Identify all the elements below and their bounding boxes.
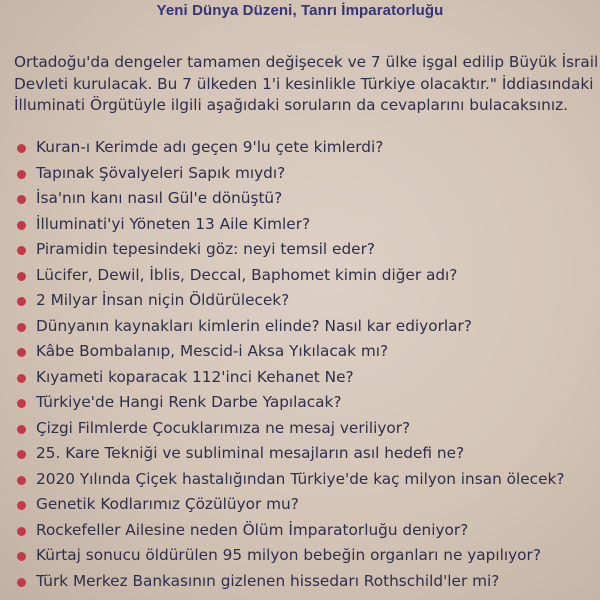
bullet-dot-icon (17, 501, 26, 510)
bullet-dot-icon (17, 374, 26, 383)
question-item (0, 518, 600, 544)
bullet-dot-icon (17, 527, 26, 536)
intro-line: İlluminati Örgütüyle ilgili aşağıdaki soruların da cevaplarını bulacaksınız. (14, 96, 568, 114)
bullet-dot-icon (17, 246, 26, 255)
intro-line: Devleti kurulacak. Bu 7 ülkeden 1'i kesinlikle Türkiye olacaktır." İddiasındaki (14, 74, 594, 93)
question-item (0, 569, 600, 595)
bullet-dot-icon (17, 221, 26, 230)
question-text: Lücifer, Dewil, İblis, Deccal, Baphomet kimin diğer adı? (36, 265, 458, 284)
question-text: Kıyameti koparacak 112'inci Kehanet Ne? (36, 367, 354, 386)
bullet-dot-icon (17, 552, 26, 561)
bullet-dot-icon (17, 399, 26, 408)
question-text: Kürtaj sonucu öldürülen 95 milyon bebeğin organları ne yapılıyor? (36, 546, 541, 564)
bullet-dot-icon (17, 195, 26, 204)
question-text: Türkiye'de Hangi Renk Darbe Yapılacak? (36, 393, 342, 411)
bullet-dot-icon (17, 272, 26, 281)
intro-paragraph (14, 52, 599, 117)
question-text: Dünyanın kaynakları kimlerin elinde? Nasıl kar ediyorlar? (36, 316, 472, 335)
page-title: Yeni Dünya Düzeni, Tanrı İmparatorluğu (156, 2, 444, 19)
question-text: Rockefeller Ailesine neden Ölüm İmparatorluğu deniyor? (36, 520, 469, 539)
question-list (0, 135, 600, 594)
bullet-dot-icon (17, 578, 26, 587)
question-item (0, 365, 600, 391)
question-text: 25. Kare Tekniği ve subliminal mesajların asıl hedefi ne? (36, 444, 465, 462)
question-text: 2 Milyar İnsan niçin Öldürülecek? (36, 291, 290, 309)
question-item (0, 441, 600, 467)
question-item (0, 288, 600, 314)
question-text: Çizgi Filmlerde Çocuklarımıza ne mesaj veriliyor? (36, 418, 411, 437)
bullet-dot-icon (17, 476, 26, 485)
intro-line: Ortadoğu'da dengeler tamamen değişecek ve 7 ülke işgal edilip Büyük İsrail (14, 53, 599, 71)
question-text: Tapınak Şövalyeleri Sapık mıydı? (36, 163, 286, 182)
question-text: Genetik Kodlarımız Çözülüyor mu? (36, 495, 299, 513)
question-item (0, 263, 600, 289)
question-item (0, 135, 600, 161)
bullet-dot-icon (17, 323, 26, 332)
question-item (0, 212, 600, 238)
bullet-dot-icon (17, 297, 26, 306)
question-text: Piramidin tepesindeki göz: neyi temsil eder? (36, 240, 375, 258)
question-text: İsa'nın kanı nasıl Gül'e dönüştü? (36, 189, 283, 207)
bullet-dot-icon (17, 450, 26, 459)
question-text: İlluminati'yi Yöneten 13 Aile Kimler? (36, 214, 311, 233)
question-item (0, 390, 600, 416)
question-text: Kâbe Bombalanıp, Mescid-i Aksa Yıkılacak mı? (36, 342, 389, 360)
question-text: Kuran-ı Kerimde adı geçen 9'lu çete kimlerdi? (36, 138, 384, 156)
question-item (0, 492, 600, 518)
question-item (0, 416, 600, 442)
question-item (0, 237, 600, 263)
question-item (0, 467, 600, 493)
question-item (0, 543, 600, 569)
bullet-dot-icon (17, 144, 26, 153)
question-item (0, 161, 600, 187)
question-text: 2020 Yılında Çiçek hastalığından Türkiye'de kaç milyon insan ölecek? (36, 469, 565, 488)
question-item (0, 339, 600, 365)
question-item (0, 186, 600, 212)
bullet-dot-icon (17, 170, 26, 179)
question-item (0, 314, 600, 340)
bullet-dot-icon (17, 425, 26, 434)
bullet-dot-icon (17, 348, 26, 357)
question-text: Türk Merkez Bankasının gizlenen hissedarı Rothschild'ler mi? (36, 571, 500, 590)
